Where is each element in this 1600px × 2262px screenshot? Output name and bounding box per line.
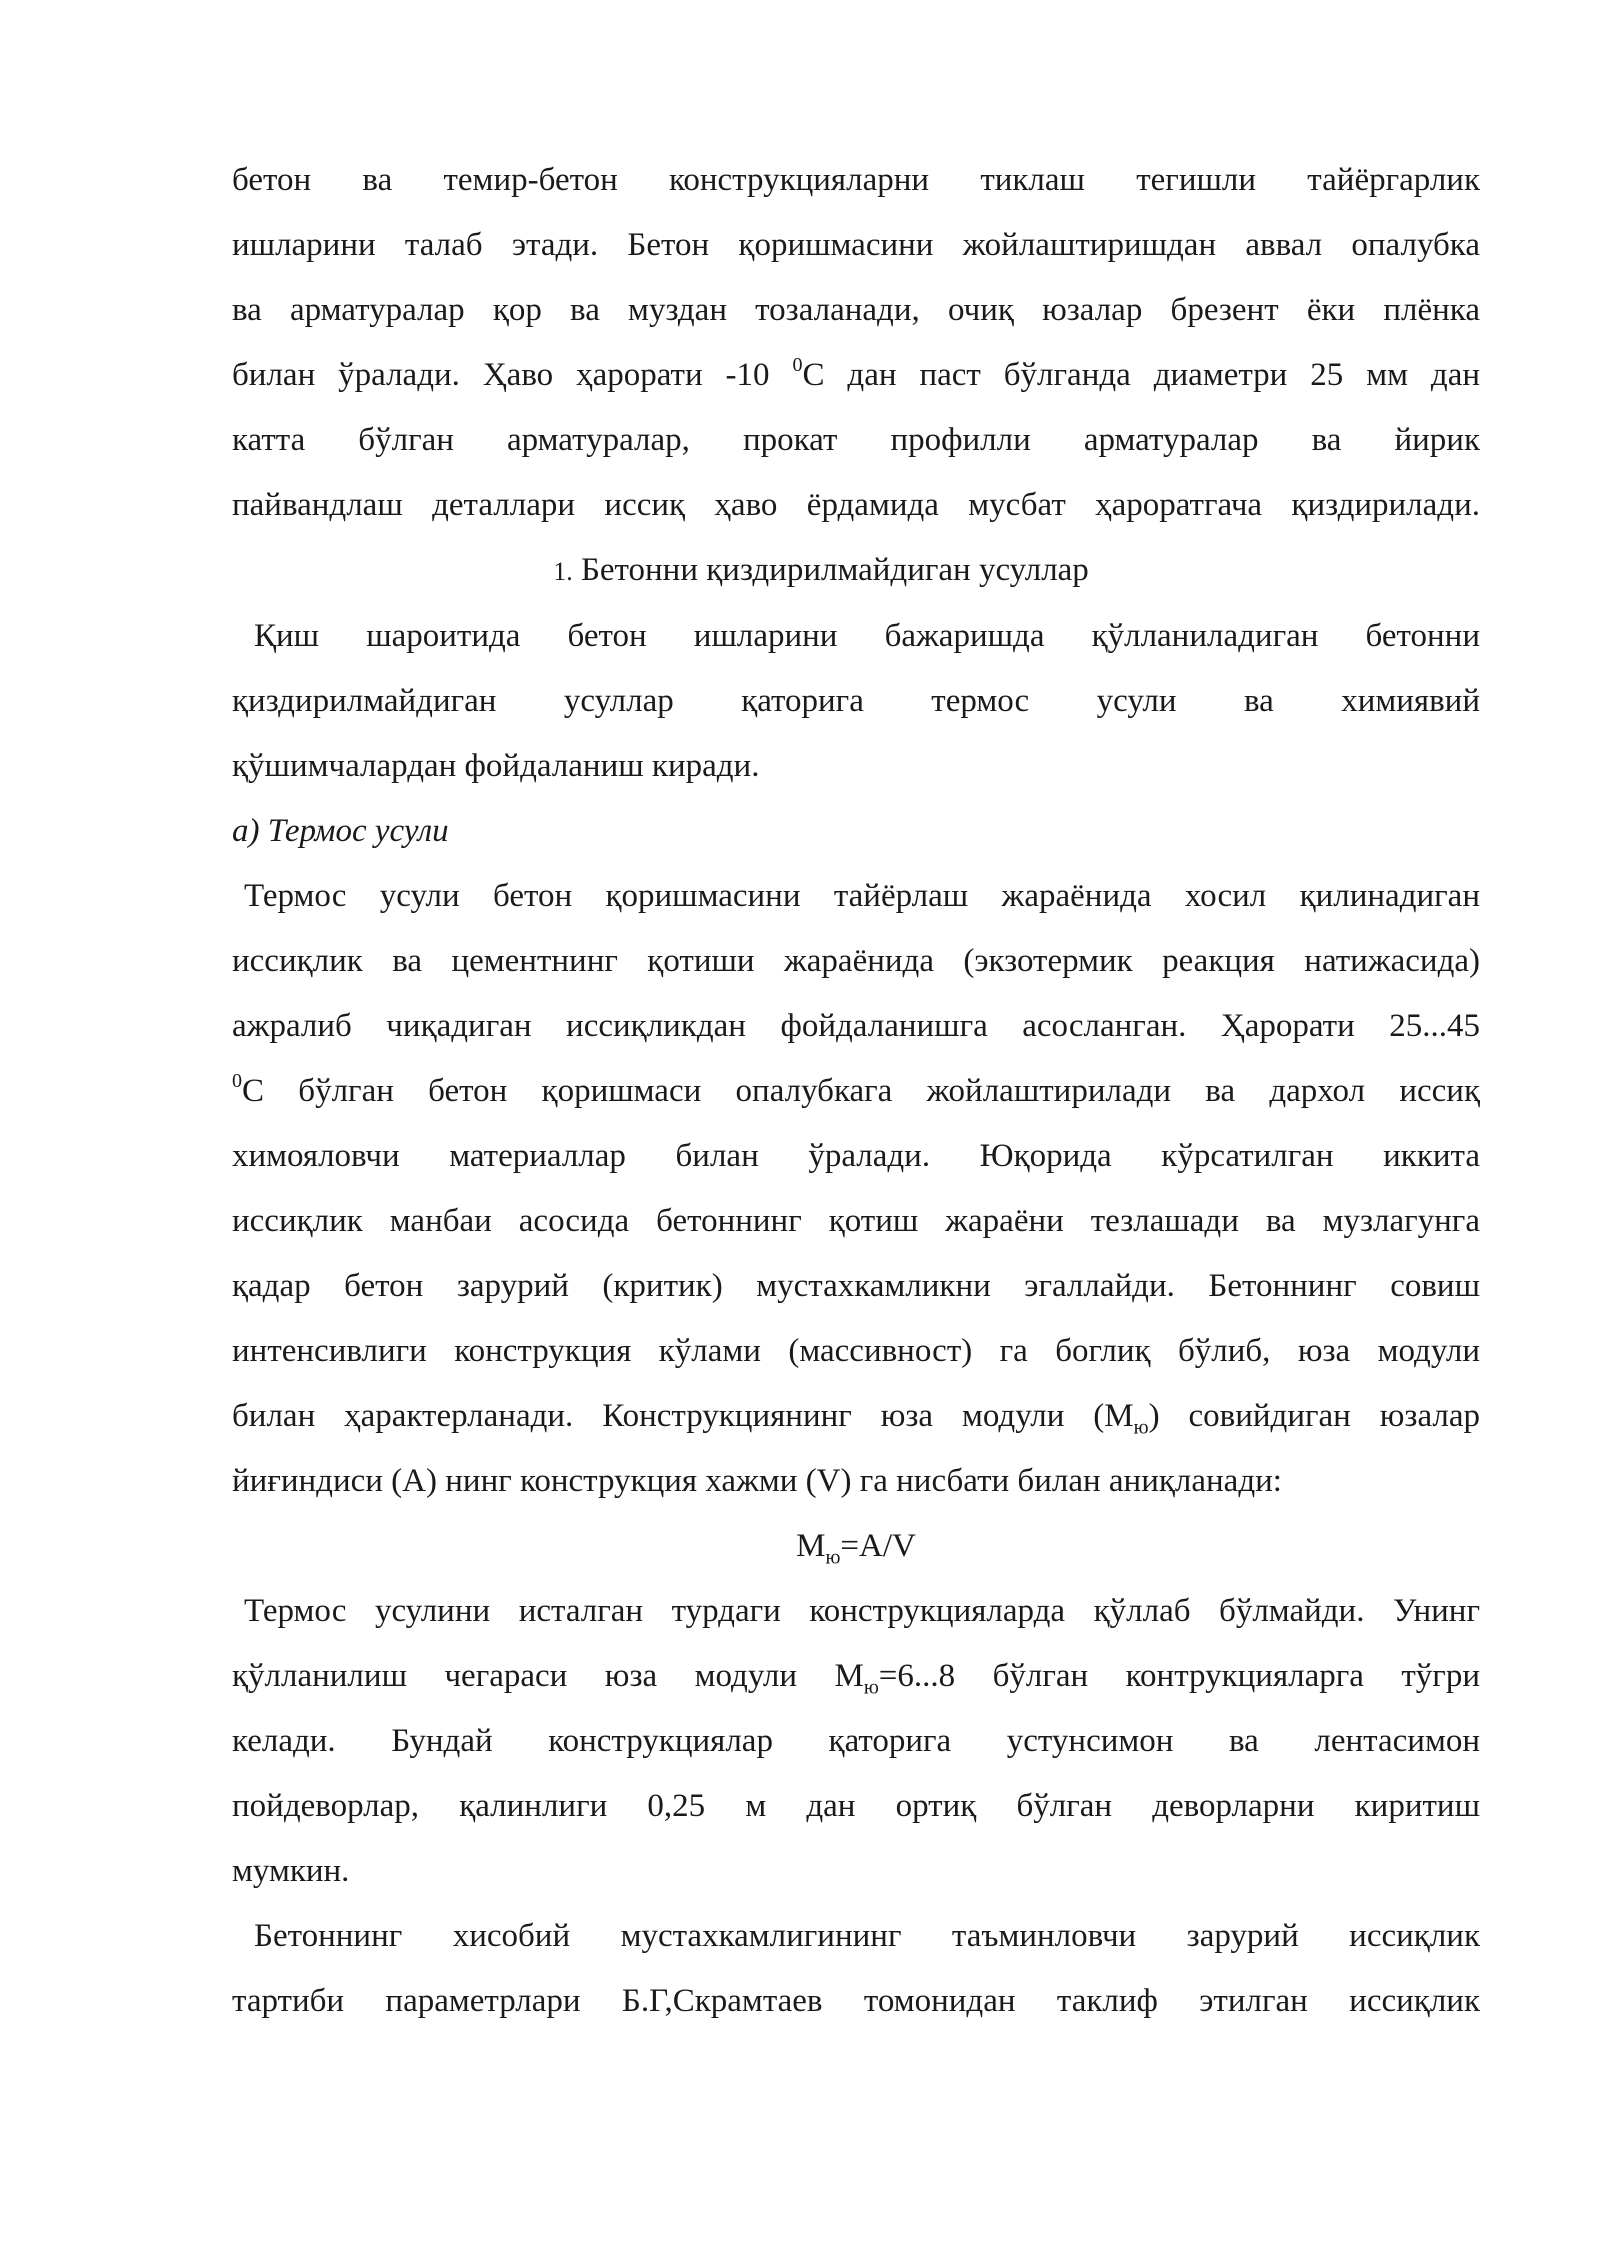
superscript-degree: 0 bbox=[792, 354, 803, 376]
text-line: қўшимчалардан фойдаланиш киради. bbox=[232, 748, 760, 784]
text-line: иссиқлик манбаи асосида бетоннинг қотиш жараёни тезлашади ва музлагунга bbox=[232, 1203, 1480, 1239]
subscript: ю bbox=[1133, 1416, 1149, 1439]
subscript: ю bbox=[863, 1676, 879, 1699]
text-line: пойдеворлар, қалинлиги 0,25 м дан ортиқ бўлган деворларни киритиш bbox=[232, 1788, 1480, 1824]
paragraph-methods bbox=[232, 604, 1480, 799]
text-line: қадар бетон зарурий (критик) мустахкамликни эгаллайди. Бетоннинг совиш bbox=[232, 1268, 1480, 1304]
text-line: қиздирилмайдиган усуллар қаторига термос усули ва химиявий bbox=[232, 683, 1480, 719]
text-line: тартиби параметрлари Б.Г,Скрамтаев томонидан таклиф этилган иссиқлик bbox=[232, 1983, 1480, 2019]
text-line bbox=[232, 1644, 1480, 1709]
text-fragment: қўлланилиш чегараси юза модули М bbox=[232, 1658, 864, 1694]
text-fragment: билан ҳарактерланади. Конструкциянинг юза модули (М bbox=[232, 1398, 1134, 1434]
text-line: йиғиндиси (А) нинг конструкция хажми (V) га нисбати билан аниқланади: bbox=[232, 1463, 1282, 1499]
text-line: Қиш шароитида бетон ишларини бажаришда қўлланиладиган бетонни bbox=[254, 618, 1480, 654]
text-fragment: С бўлган бетон қоришмаси опалубкага жойлаштирилади ва дархол иссиқ bbox=[242, 1073, 1480, 1109]
text-line: химояловчи материаллар билан ўралади. Юқорида кўрсатилган иккита bbox=[232, 1138, 1480, 1174]
section-heading bbox=[232, 538, 1480, 604]
formula-symbol: М bbox=[796, 1528, 826, 1564]
text-line bbox=[232, 1384, 1480, 1449]
text-fragment: =6...8 бўлган контрукцияларга тўгри bbox=[878, 1658, 1481, 1694]
text-line: бетон ва темир-бетон конструкцияларни тиклаш тегишли тайёргарлик bbox=[232, 162, 1480, 198]
text-line: Бетоннинг хисобий мустахкамлигининг таъминловчи зарурий иссиқлик bbox=[254, 1918, 1480, 1954]
subscript: ю bbox=[825, 1546, 841, 1569]
text-line: ишларини талаб этади. Бетон қоришмасини жойлаштиришдан аввал опалубка bbox=[232, 227, 1480, 263]
text-fragment: ) совийдиган юзалар bbox=[1148, 1398, 1480, 1434]
document-page bbox=[232, 148, 1480, 2034]
heading-number: 1. bbox=[553, 557, 573, 586]
text-line: ажралиб чиқадиган иссиқликдан фойдаланишга асосланган. Ҳарорати 25...45 bbox=[232, 1008, 1480, 1044]
text-line: Термос усулини исталган турдаги конструкцияларда қўллаб бўлмайди. Унинг bbox=[244, 1593, 1480, 1629]
text-line: ва арматуралар қор ва муздан тозаланади, очиқ юзалар брезент ёки плёнка bbox=[232, 292, 1480, 328]
formula-expression: =A/V bbox=[840, 1528, 916, 1564]
text-line: иссиқлик ва цементнинг қотиши жараёнида (экзотермик реакция натижасида) bbox=[232, 943, 1480, 979]
text-line: интенсивлиги конструкция кўлами (массивност) га боглиқ бўлиб, юза модули bbox=[232, 1333, 1480, 1369]
paragraph-thermos bbox=[232, 864, 1480, 1514]
superscript-degree: 0 bbox=[232, 1070, 242, 1092]
text-line: Термос усули бетон қоришмасини тайёрлаш жараёнида хосил қилинадиган bbox=[244, 878, 1480, 914]
formula bbox=[232, 1514, 1480, 1579]
subsection-heading: а) Термос усули bbox=[232, 813, 449, 849]
heading-text: Бетонни қиздирилмайдиган усуллар bbox=[580, 552, 1089, 588]
paragraph-preparation bbox=[232, 148, 1480, 538]
paragraph-applicability bbox=[232, 1579, 1480, 1904]
text-fragment: билан ўралади. Ҳаво ҳарорати -10 bbox=[232, 357, 793, 393]
text-line bbox=[232, 1059, 1480, 1124]
text-line bbox=[232, 343, 1480, 408]
text-fragment: С дан паст бўлганда диаметри 25 мм дан bbox=[802, 357, 1480, 393]
text-line: мумкин. bbox=[232, 1853, 350, 1889]
text-line: келади. Бундай конструкциялар қаторига устунсимон ва лентасимон bbox=[232, 1723, 1480, 1759]
text-line: пайвандлаш деталлари иссиқ ҳаво ёрдамида мусбат ҳароратгача қиздирилади. bbox=[232, 487, 1480, 523]
text-line: катта бўлган арматуралар, прокат профилли арматуралар ва йирик bbox=[232, 422, 1480, 458]
paragraph-regime bbox=[232, 1904, 1480, 2034]
